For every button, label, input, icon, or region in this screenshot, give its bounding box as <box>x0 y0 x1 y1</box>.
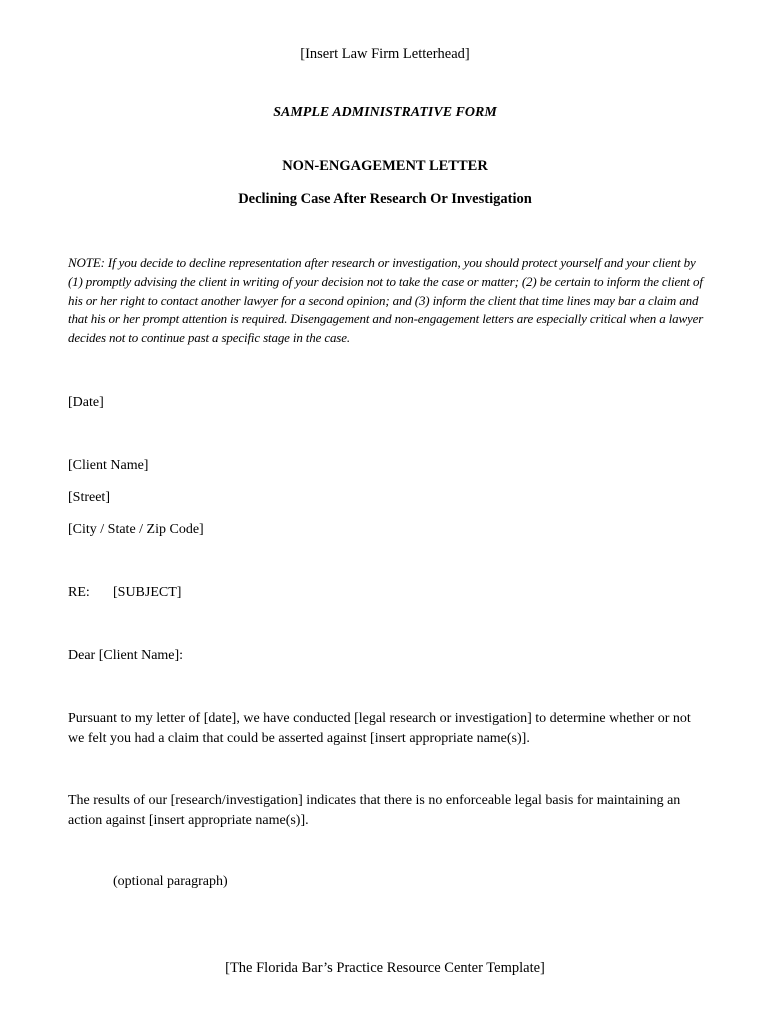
note-paragraph: NOTE: If you decide to decline representation after research or investigation, you should protect yourself and your client by (1) promptly advising the client in writing of your decision not to take the case or matter; (2) be certain to inform the client of his or her right to contact another lawyer for a second opinion; and (3) inform the client that time lines may bar a claim and that his or her prompt attention is required. Disengagement and non-engagement letters are especially critical when a lawyer decides not to continue past a specific stage in the case. <box>68 255 704 346</box>
city-state-zip-field: [City / State / Zip Code] <box>68 522 204 537</box>
client-name-field: [Client Name] <box>68 458 149 473</box>
body-paragraph-1: Pursuant to my letter of [date], we have conducted [legal research or investigation] to determine whether or not we felt you had a claim that could be asserted against [insert appropriate name(s)]. <box>68 711 691 746</box>
body-paragraph-2: The results of our [research/investigation] indicates that there is no enforceable legal basis for maintaining an action against [insert appropriate name(s)]. <box>68 793 681 828</box>
form-label: SAMPLE ADMINISTRATIVE FORM <box>273 105 497 120</box>
letter-subtitle: Declining Case After Research Or Investigation <box>238 191 532 207</box>
re-line <box>68 583 181 602</box>
re-subject: [SUBJECT] <box>113 585 182 600</box>
date-field: [Date] <box>68 395 104 410</box>
re-label: RE: <box>68 585 90 600</box>
optional-paragraph: (optional paragraph) <box>113 874 228 889</box>
letter-title: NON-ENGAGEMENT LETTER <box>282 158 488 174</box>
salutation: Dear [Client Name]: <box>68 648 184 663</box>
street-field: [Street] <box>68 490 110 505</box>
letterhead-placeholder: [Insert Law Firm Letterhead] <box>300 46 470 62</box>
footer-template-note: [The Florida Bar’s Practice Resource Center Template] <box>225 960 545 976</box>
